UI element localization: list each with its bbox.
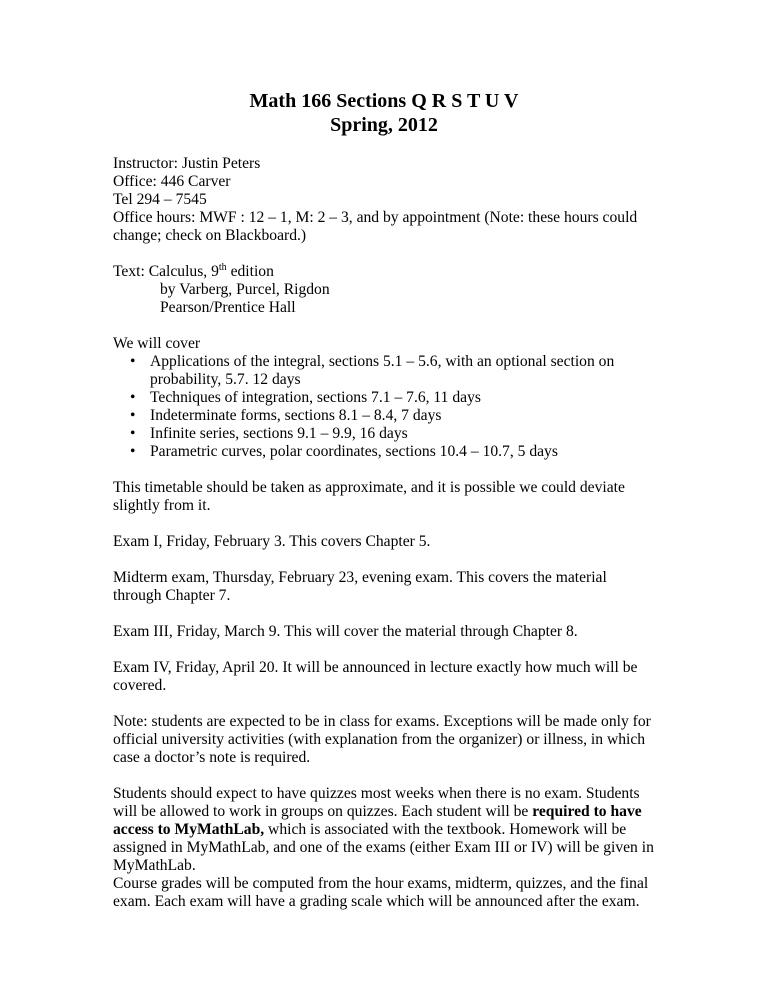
list-item [113, 353, 658, 389]
list-item [113, 443, 658, 461]
list-item [113, 407, 658, 425]
coverage-list [113, 353, 658, 461]
textbook-prefix: Text: Calculus, 9 [113, 263, 219, 280]
textbook-authors: by Varberg, Purcel, Rigdon [160, 281, 330, 298]
instructor-line: Instructor: Justin Peters [113, 155, 261, 172]
office-hours-line: Office hours: MWF : 12 – 1, M: 2 – 3, and by appointment (Note: these hours could [113, 209, 638, 226]
exam4-paragraph: Exam IV, Friday, April 20. It will be announced in lecture exactly how much will be covered. [113, 659, 638, 694]
list-item-text: Parametric curves, polar coordinates, sections 10.4 – 10.7, 5 days [150, 443, 558, 460]
list-item-text: Indeterminate forms, sections 8.1 – 8.4, 7 days [150, 407, 442, 424]
timetable-paragraph: This timetable should be taken as approximate, and it is possible we could deviate slightly from it. [113, 479, 625, 514]
tel-line: Tel 294 – 7545 [113, 191, 207, 208]
midterm-paragraph: Midterm exam, Thursday, February 23, evening exam. This covers the material through Chapter 7. [113, 569, 607, 604]
office-hours-line-2: change; check on Blackboard.) [113, 227, 307, 244]
quizzes-text-a: Students should expect to have quizzes most weeks when there is no exam. Students will be allowed to work in groups on quizzes. Each student will be [113, 785, 640, 820]
exam1-paragraph: Exam I, Friday, February 3. This covers Chapter 5. [113, 533, 431, 550]
textbook-edition-sup: th [218, 261, 227, 273]
course-term: Spring, 2012 [330, 114, 438, 136]
textbook-line [113, 263, 658, 281]
bullet-icon: • [130, 407, 136, 424]
bullet-icon: • [130, 443, 136, 460]
textbook-suffix: edition [226, 263, 274, 280]
bullet-icon: • [130, 353, 136, 370]
textbook-publisher: Pearson/Prentice Hall [160, 299, 296, 316]
quizzes-paragraph [113, 785, 658, 875]
grades-paragraph: Course grades will be computed from the hour exams, midterm, quizzes, and the final exam. Each exam will have a grading scale which will be announced after the exam. [113, 875, 649, 910]
bullet-icon: • [130, 425, 136, 442]
list-item-text: Infinite series, sections 9.1 – 9.9, 16 days [150, 425, 408, 442]
exam3-paragraph: Exam III, Friday, March 9. This will cover the material through Chapter 8. [113, 623, 578, 640]
office-line: Office: 446 Carver [113, 173, 231, 190]
textbook-info [113, 263, 658, 317]
list-item-text: Applications of the integral, sections 5.1 – 5.6, with an optional section on probability, 5.7. 12 days [150, 353, 615, 388]
mymathlab-requirement: required to have access to MyMathLab, [113, 803, 642, 838]
coverage-intro: We will cover [113, 335, 201, 352]
list-item [113, 425, 658, 443]
list-item [113, 389, 658, 407]
coverage-section [113, 335, 658, 461]
list-item-text: Techniques of integration, sections 7.1 – 7.6, 11 days [150, 389, 481, 406]
exam-attendance-note: Note: students are expected to be in class for exams. Exceptions will be made only for official university activities (with explanation from the organizer) or illness, in which case a doctor’s note is required. [113, 713, 651, 766]
instructor-info [113, 155, 658, 245]
quizzes-text-b: which is associated with the textbook. Homework will be assigned in MyMathLab, and one of the exams (either Exam III or IV) will be given in MyMathLab. [113, 821, 654, 874]
course-title: Math 166 Sections Q R S T U V [249, 90, 519, 112]
bullet-icon: • [130, 389, 136, 406]
